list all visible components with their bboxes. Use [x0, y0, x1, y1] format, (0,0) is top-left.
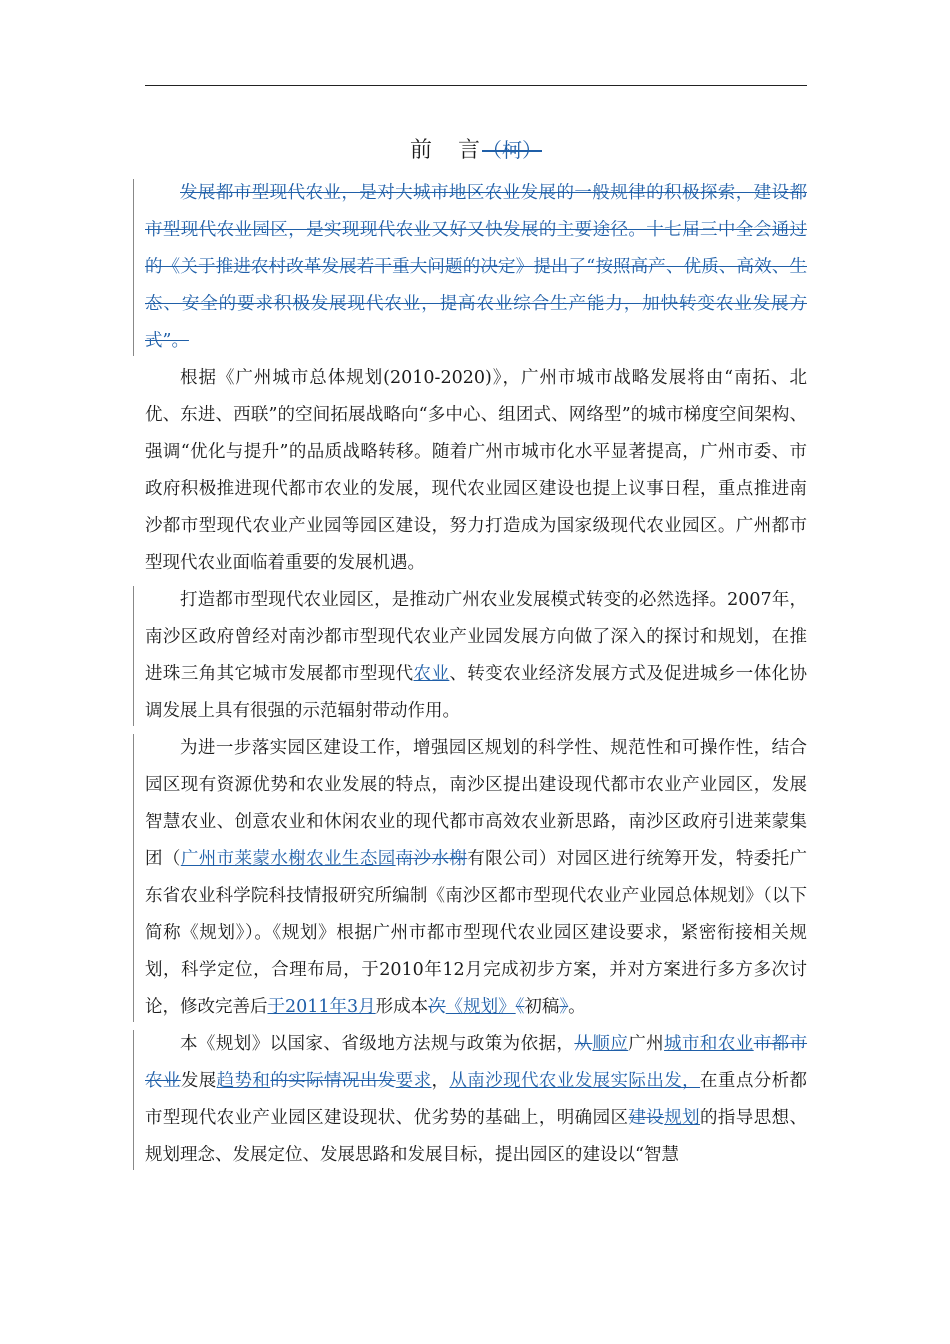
- body-text: 发展: [180, 1071, 217, 1091]
- inserted-text: 从南沙现代农业发展实际出发，: [449, 1071, 701, 1091]
- body-text: 、转变农业经济发展方式及促进城乡一体化协调发展上具有很强的示范辐射带动作用。: [145, 664, 808, 721]
- body-text: 本《规划》以国家、省级地方法规与政策为依据，: [180, 1034, 575, 1054]
- body-text: 形成本: [375, 997, 429, 1017]
- body-text: 打造都市型现代农业园区，是推动广州农业发展模式转变的必然选择。2007年，南沙区政府曾经对南沙都市型现代农业产业园发展方向做了深入的探讨和规划，在推进珠三角其它城市发展都市型现代: [145, 590, 807, 684]
- paragraph-5: [145, 1026, 807, 1174]
- inserted-text: 广州市莱蒙水榭农业生态园: [180, 849, 396, 869]
- deleted-text: 南沙水榭: [395, 849, 468, 869]
- body-text: 根据《广州城市总体规划(2010-2020)》，广州市城市战略发展将由“南拓、北优、东进、西联”的空间拓展战略向“多中心、组团式、网络型”的城市梯度空间架构、强调“优化与提升”的品质战略转移。随着广州市城市化水平显著提高，广州市委、市政府积极推进现代都市农业的发展，现代农业园区建设也提上议事日程，重点推进南沙都市型现代农业产业园等园区建设，努力打造成为国家级现代农业园区。广州都市型现代农业面临着重要的发展机遇。: [145, 368, 807, 573]
- paragraph-3: [145, 582, 807, 730]
- deleted-text: 建设: [628, 1108, 665, 1128]
- inserted-text: 城市和农业: [664, 1034, 754, 1054]
- body-text: 有限公司）对园区进行统筹开发，特委托广东省农业科学院科技情报研究所编制《南沙区都市型现代农业产业园总体规划》（以下简称《规划》）。《规划》根据广州市都市型现代农业园区建设要求，紧密衔接相关规划，科学定位，合理布局，于2010年12月完成初步方案，并对方案进行多方多次讨论，修改完善后: [145, 849, 808, 1017]
- deleted-text: 》: [559, 997, 569, 1017]
- body-text: ，: [431, 1071, 450, 1091]
- body-text: 的指导思想、规划理念、发展定位、发展思路和发展目标，提出园区的建设以“智慧: [145, 1108, 808, 1165]
- inserted-text: 农业: [413, 664, 450, 684]
- body-text: 在重点分析都市型现代农业产业园区建设现状、优劣势的基础上，明确园区: [145, 1071, 808, 1128]
- inserted-text: 《规划》: [445, 997, 516, 1017]
- title-deleted-author: （柯）: [482, 138, 542, 162]
- body-text: 初稿: [524, 997, 560, 1017]
- deleted-text: 发展都市型现代农业，是对大城市地区农业发展的一般规律的积极探索，建设都市型现代农业园区，是实现现代农业又好又快发展的主要途径。十七届三中全会通过的《关于推进农村改革发展若干重大问题的决定》提出了“按照高产、优质、高效、生态、安全的要求积极发展现代农业，提高农业综合生产能力，加快转变农业发展方式”。: [145, 183, 807, 351]
- deleted-text: 《: [515, 997, 525, 1017]
- inserted-text: 顺应: [592, 1034, 629, 1054]
- page-title: [145, 130, 807, 171]
- document-page: [145, 130, 807, 1174]
- deleted-text: 次: [428, 997, 446, 1017]
- inserted-text: 要求: [395, 1071, 432, 1091]
- body-text: 广州: [628, 1034, 665, 1054]
- header-rule: [145, 85, 807, 86]
- inserted-text: 规划: [664, 1108, 700, 1128]
- inserted-text: 趋势和: [216, 1071, 271, 1091]
- paragraph-4: [145, 730, 807, 1026]
- deleted-text: 市都市农业: [145, 1034, 808, 1091]
- inserted-text: 于2011年3月: [267, 997, 376, 1017]
- body-text: 为进一步落实园区建设工作，增强园区规划的科学性、规范性和可操作性，结合园区现有资源优势和农业发展的特点，南沙区提出建设现代都市农业产业园区，发展智慧农业、创意农业和休闲农业的现代都市高效农业新思路，南沙区政府引进莱蒙集团（: [145, 738, 807, 869]
- deleted-text: 的实际情况出发: [270, 1071, 396, 1091]
- deleted-text: 从: [574, 1034, 593, 1054]
- title-text: 前 言: [409, 138, 482, 163]
- paragraph-2: [145, 360, 807, 582]
- body-text: 。: [568, 997, 586, 1017]
- paragraph-1-deleted: [145, 175, 807, 360]
